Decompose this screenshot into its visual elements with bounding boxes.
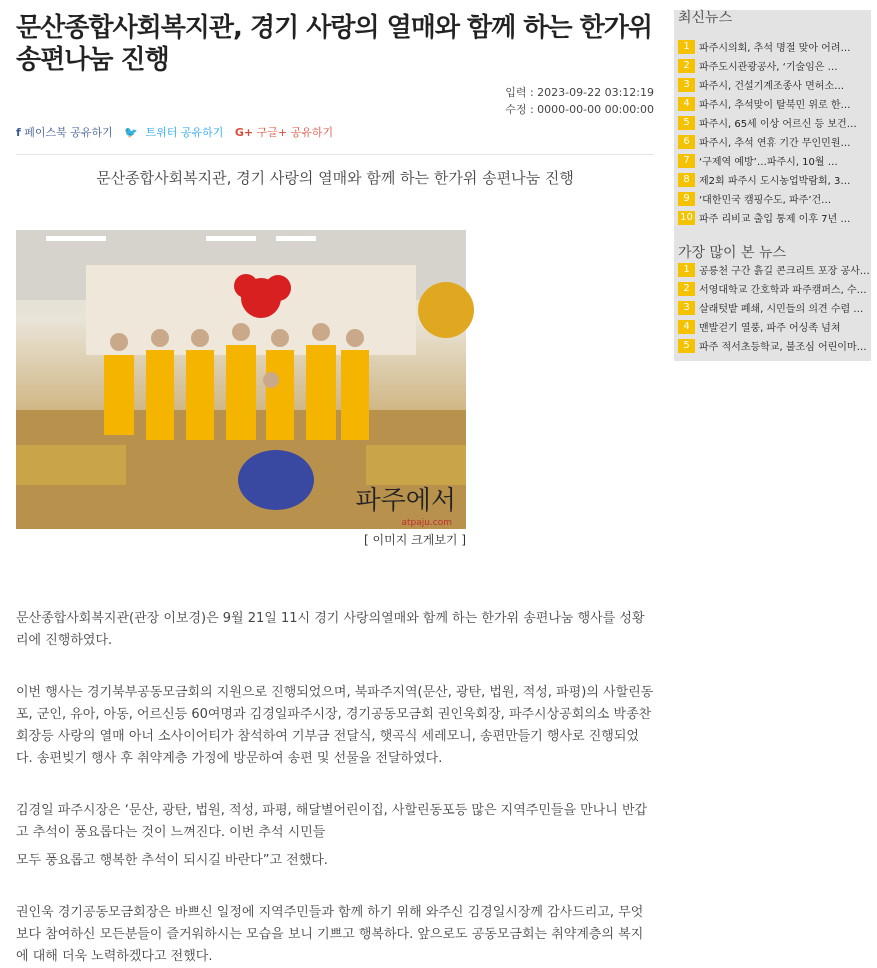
- latest-news-item[interactable]: [678, 189, 867, 208]
- latest-news-item[interactable]: [678, 56, 867, 75]
- popular-news-title: 가장 많이 본 뉴스: [678, 245, 787, 261]
- share-bar: [16, 124, 654, 155]
- popular-news-item[interactable]: [678, 336, 867, 355]
- article-paragraph: 모두 풍요롭고 행복한 추석이 되시길 바란다”고 전했다.: [16, 853, 328, 868]
- article-photo[interactable]: [16, 230, 466, 529]
- news-item-label: ‘구제역 예방’…파주시, 10월 …: [699, 157, 838, 168]
- news-item-label: 파주도시관광공사, ‘기술임은 …: [699, 62, 838, 73]
- google-plus-icon: G+: [234, 126, 254, 139]
- rank-badge: 8: [678, 173, 695, 187]
- rank-badge: 1: [678, 40, 695, 54]
- news-item-label: 파주시의회, 추석 명절 맞아 어려…: [699, 43, 851, 54]
- latest-news-item[interactable]: [678, 170, 867, 189]
- latest-news-list: [674, 37, 871, 227]
- latest-news-item[interactable]: [678, 132, 867, 151]
- rank-badge: 6: [678, 135, 695, 149]
- modified-date: 수정 : 0000-00-00 00:00:00: [505, 103, 654, 116]
- photo-block: [16, 230, 466, 548]
- news-item-label: 서영대학교 간호학과 파주캠퍼스, 수…: [699, 285, 867, 296]
- twitter-icon: 🐦: [124, 126, 139, 139]
- enlarge-image-link[interactable]: [ 이미지 크게보기 ]: [364, 533, 466, 547]
- latest-news-item[interactable]: [678, 208, 867, 227]
- rank-badge: 10: [678, 211, 695, 225]
- twitter-share-link[interactable]: 🐦 트위터 공유하기: [124, 126, 224, 139]
- news-item-label: 파주시, 추석 연휴 기간 무인민원…: [699, 138, 851, 149]
- popular-news-item[interactable]: [678, 317, 867, 336]
- facebook-share-link[interactable]: f 페이스북 공유하기: [16, 126, 113, 139]
- article-headline: 문산종합사회복지관, 경기 사랑의 열매와 함께 하는 한가위 송편나눔 진행: [16, 13, 652, 75]
- article-paragraph: 김경일 파주시장은 ‘문산, 광탄, 법원, 적성, 파평, 해달별어린이집, 사할린동포등 많은 지역주민들을 만나니 반갑고 추석이 풍요롭다는 것이 느껴진다. 이번 추석 시민들: [16, 803, 648, 840]
- sidebar: [674, 10, 871, 361]
- rank-badge: 7: [678, 154, 695, 168]
- article-subtitle: 문산종합사회복지관, 경기 사랑의 열매와 함께 하는 한가위 송편나눔 진행: [96, 169, 574, 187]
- rank-badge: 4: [678, 97, 695, 111]
- article-paragraph: 문산종합사회복지관(관장 이보경)은 9월 21일 11시 경기 사랑의열매와 함께 하는 한가위 송편나눔 행사를 성황리에 진행하였다.: [16, 611, 645, 648]
- article-meta: [16, 84, 654, 118]
- rank-badge: 9: [678, 192, 695, 206]
- news-item-label: 파주시, 건설기계조종사 면허소…: [699, 81, 845, 92]
- article: [16, 0, 654, 968]
- article-body: [16, 608, 654, 968]
- latest-news-title: 최신뉴스: [678, 10, 733, 26]
- news-item-label: 공릉천 구간 흙길 콘크리트 포장 공사…: [699, 266, 870, 277]
- latest-news-item[interactable]: [678, 113, 867, 132]
- photo-watermark-url: atpaju.com: [401, 518, 452, 528]
- popular-news-list: [674, 260, 871, 361]
- google-share-link[interactable]: G+ 구글+ 공유하기: [234, 126, 334, 139]
- rank-badge: 5: [678, 339, 695, 353]
- news-item-label: 살래텃밭 폐쇄, 시민들의 의견 수렴 …: [699, 304, 864, 315]
- input-date: 입력 : 2023-09-22 03:12:19: [505, 86, 654, 99]
- rank-badge: 2: [678, 59, 695, 73]
- rank-badge: 2: [678, 282, 695, 296]
- photo-watermark: 파주에서: [355, 486, 456, 516]
- news-item-label: 제2회 파주시 도시농업박람회, 3…: [699, 176, 851, 187]
- latest-news-item[interactable]: [678, 151, 867, 170]
- popular-news-item[interactable]: [678, 260, 870, 279]
- latest-news-item[interactable]: [678, 37, 867, 56]
- news-item-label: 파주시, 추석맞이 탈북민 위로 한…: [699, 100, 851, 111]
- rank-badge: 5: [678, 116, 695, 130]
- news-item-label: ‘대한민국 캠핑수도, 파주’건…: [699, 195, 832, 206]
- news-item-label: 파주 리비교 출입 통제 이후 7년 …: [699, 214, 851, 225]
- rank-badge: 4: [678, 320, 695, 334]
- latest-news-item[interactable]: [678, 75, 867, 94]
- rank-badge: 1: [678, 263, 695, 277]
- popular-news-item[interactable]: [678, 298, 867, 317]
- rank-badge: 3: [678, 78, 695, 92]
- facebook-icon: f: [16, 126, 21, 139]
- article-paragraph: 이번 행사는 경기북부공동모금회의 지원으로 진행되었으며, 북파주지역(문산, 광탄, 법원, 적성, 파평)의 사할린동포, 군인, 유아, 아동, 어르신등 60여명과 김경일파주시장, 경기공동모금회 권인욱회장, 파주시상공회의소 박종찬 회장등 사랑의 열매 아너 소사이어티가 참석하여 기부금 전달식, 햇곡식 세레모니, 송편만들기 행사로 진행되었다. 송편빚기 행사 후 취약계층 가정에 방문하여 송편 및 선물을 전달하였다.: [16, 685, 654, 766]
- news-item-label: 파주 적서초등학교, 불조심 어린이마…: [699, 342, 867, 353]
- article-paragraph: 권인욱 경기공동모금회장은 바쁘신 일정에 지역주민들과 함께 하기 위해 와주신 김경일시장께 감사드리고, 무엇보다 참여하신 모든분들이 즐거워하시는 모습을 보니 기쁘고 행복하다. 앞으로도 공동모금회는 취약계층의 복지에 대해 더욱 노력하겠다고 전했다.: [16, 905, 644, 964]
- rank-badge: 3: [678, 301, 695, 315]
- popular-news-item[interactable]: [678, 279, 867, 298]
- news-item-label: 맨발걷기 열풍, 파주 어싱족 넘쳐: [699, 323, 841, 334]
- latest-news-item[interactable]: [678, 94, 867, 113]
- news-item-label: 파주시, 65세 이상 어르신 등 보건…: [699, 119, 857, 130]
